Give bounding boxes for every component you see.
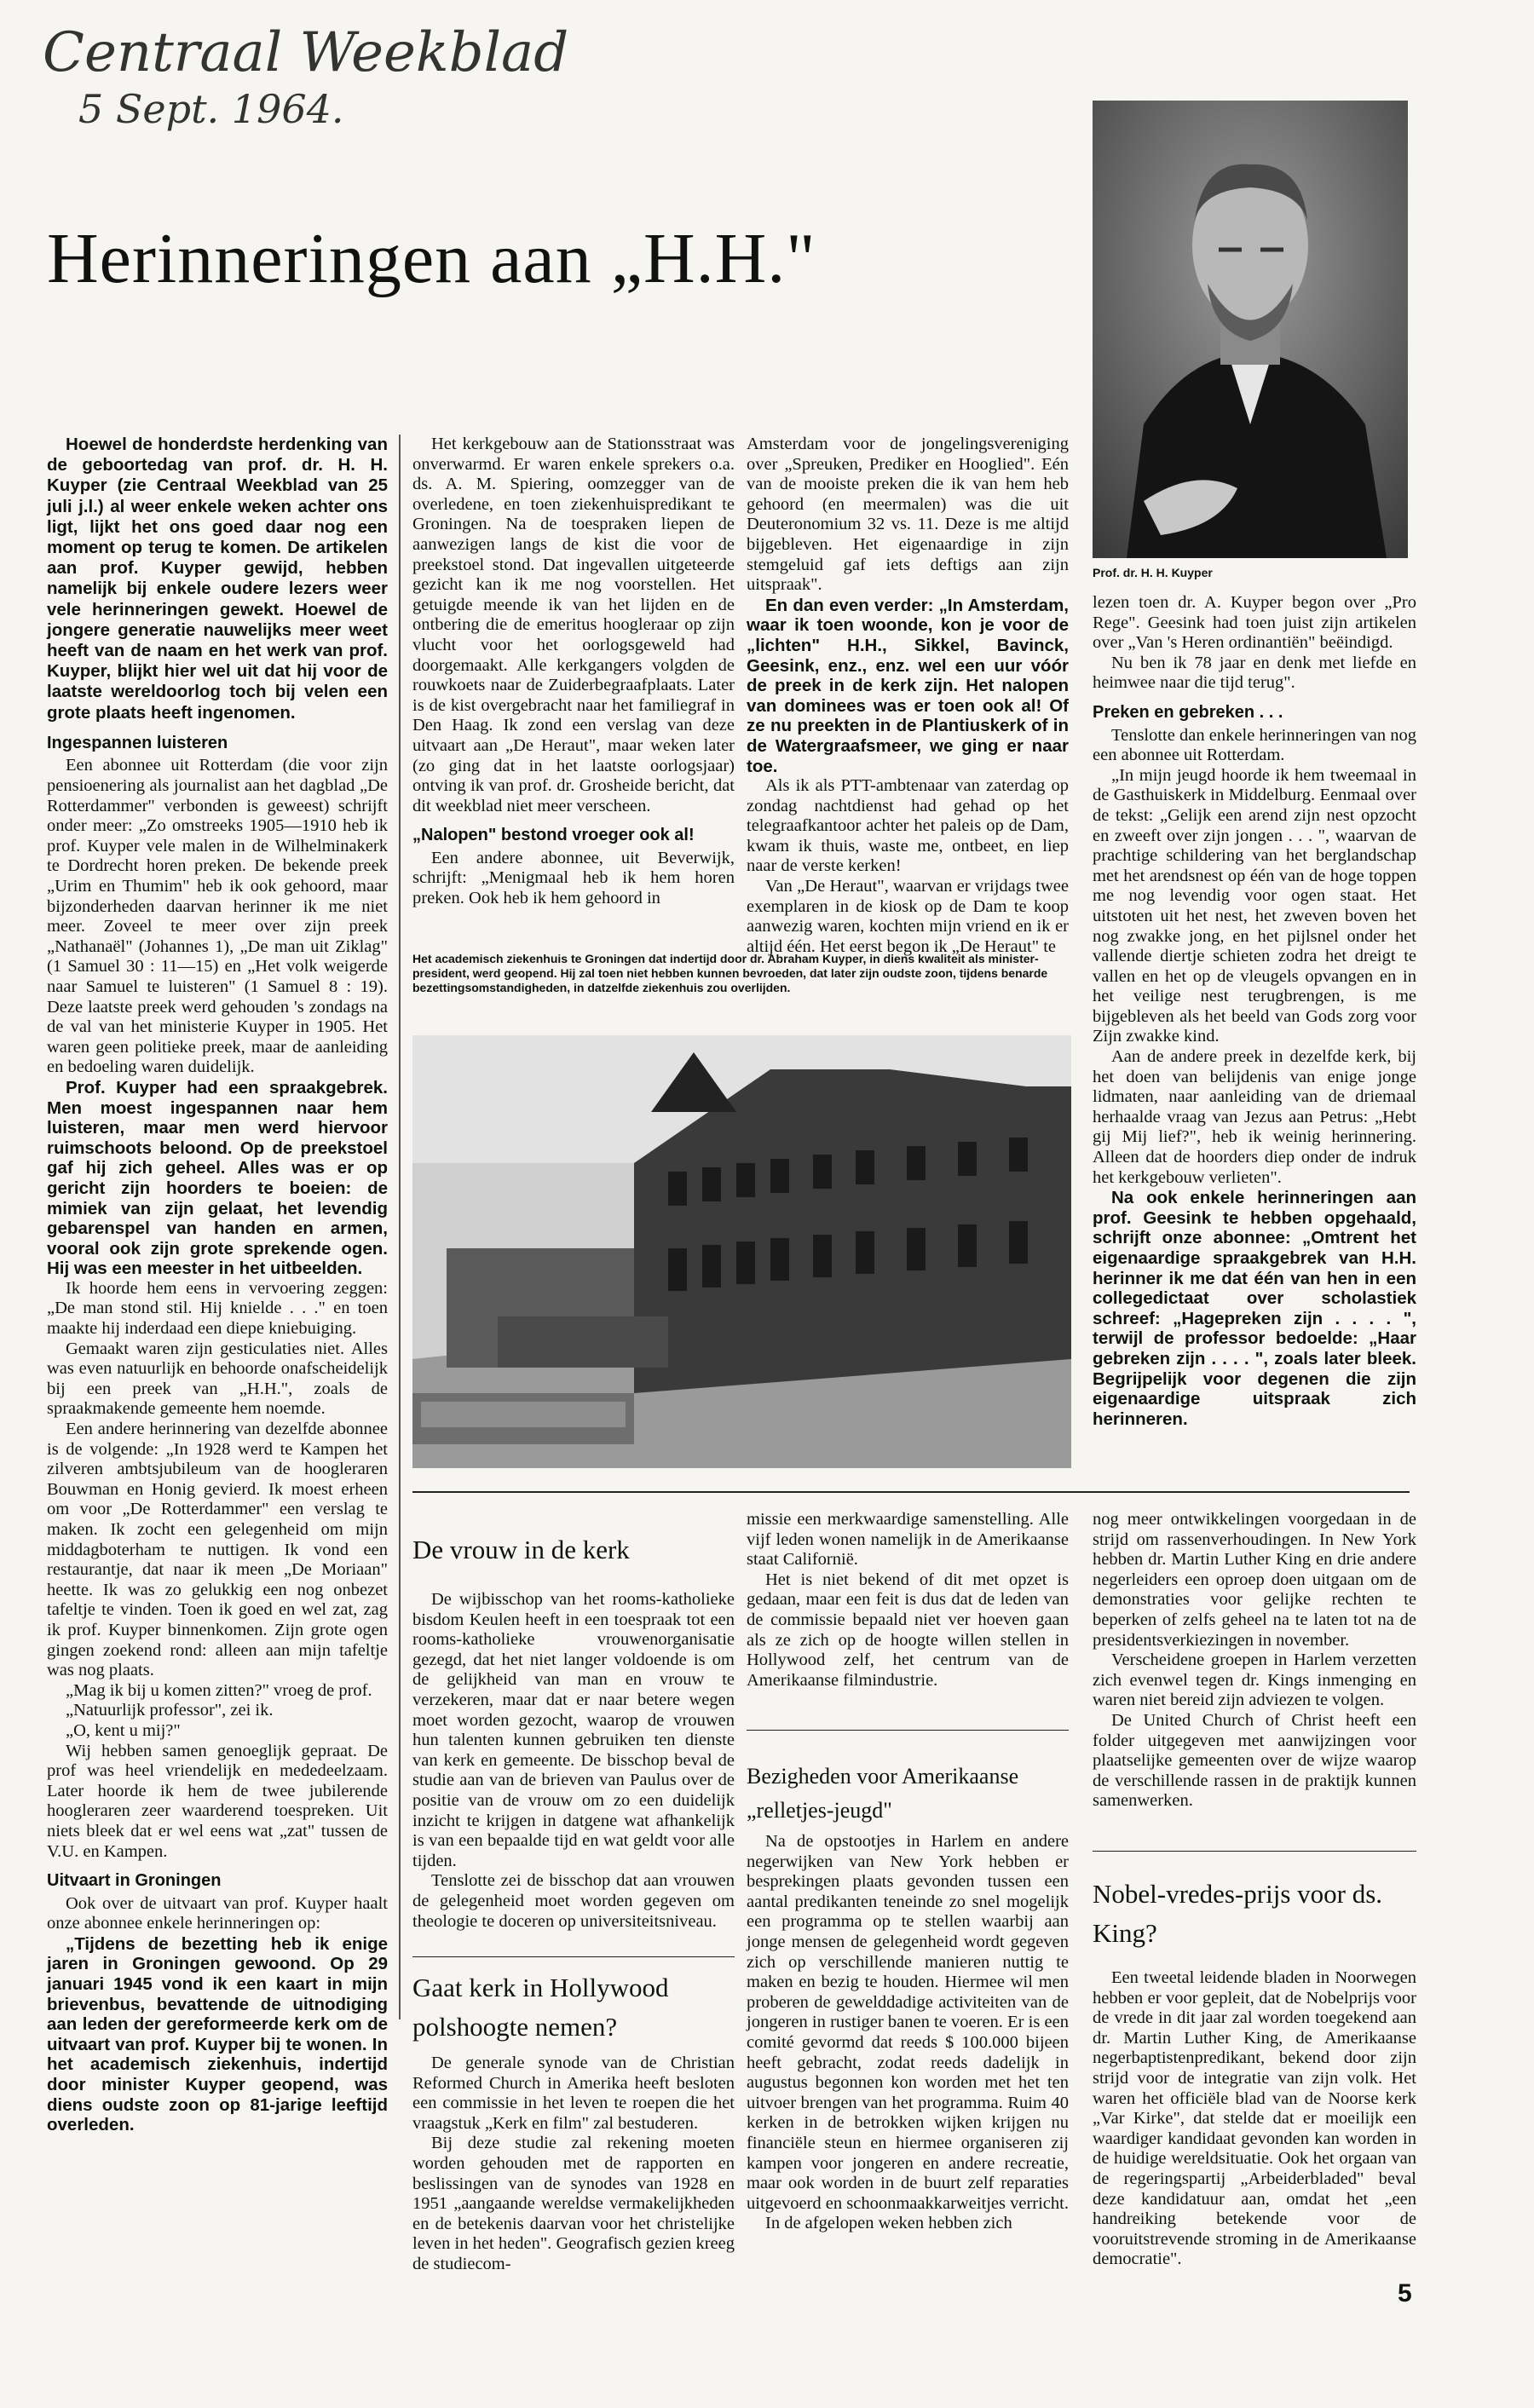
building-caption: Het academisch ziekenhuis te Groningen dat indertijd door dr. Abraham Kuyper, in diens kwaliteit als minister-president, werd geopend. Hij zal toen niet hebben kunnen bevroeden, dat later zijn oudste zoon, tijdens benarde bezettingsomstandigheden, in datzelfde ziekenhuis zou overlijden. — [412, 952, 1048, 994]
column-4 — [1093, 593, 1416, 1429]
column-2 — [412, 435, 735, 909]
paragraph: Als ik als PTT-ambtenaar van zaterdag op zondag nachtdienst had gehad op het telegraafkantoor achter het paleis op de Dam, kwam ik thuis, waste me, ontbeet, en liep naar de verste kerken! — [747, 776, 1069, 876]
hospital-building-photo — [412, 1035, 1071, 1468]
paragraph-bold: Prof. Kuyper had een spraakgebrek. Men moest ingespannen naar hem luisteren, maar men werd hiervoor ruimschoots beloond. Op de preekstoel gaf hij zich geheel. Alles was er op gericht zijn hoorders te boeien: de mimiek van zijn gelaat, het levendig gebarenspel van handen en armen, vooral ook zijn grote sprekende ogen. Hij was een meester in het uitbeelden. — [47, 1077, 388, 1279]
handwritten-note-date: 5 Sept. 1964. — [78, 86, 344, 132]
section-title-nobel: Nobel-vredes-prijs voor ds. King? — [1093, 1879, 1383, 1948]
paragraph: Van „De Heraut", waarvan er vrijdags twee exemplaren in de kiosk op de Dam te koop aanwezig waren, kochten mijn vriend en ik er altijd één. Het eerst begon ik „De Heraut" te — [747, 877, 1069, 956]
paragraph: In de afgelopen weken hebben zich — [765, 2214, 1012, 2233]
hospital-building-graphic — [412, 1035, 1071, 1468]
subheading-preken-en-gebreken: Preken en gebreken . . . — [1093, 702, 1283, 722]
paragraph: De wijbisschop van het rooms-katholieke bisdom Keulen heeft in een toespraak tot een rooms-katholieke vrouwenorganisatie gezegd, dat het niet langer voldoende is om de gelijkheid van man en vrouw te verzekeren, maar dat er naar betere wegen moet worden gezocht, waarop de vrouwen hun talenten kunnen gebruiken ten dienste van kerk en gemeente. De bisschop beval de studie aan van de brieven van Paulus over de positie van de vrouw om zo een duidelijk inzicht te krijgen in datgene wat afhankelijk is van een bepaalde tijd en wat geldt voor alle tijden. — [412, 1590, 735, 1870]
paragraph-bold: „Tijdens de bezetting heb ik enige jaren in Groningen gewoond. Op 29 januari 1945 vond ik een kaart in mijn brievenbus, bevattende de uitnodiging aan leden der gereformeerde kerk om de uitvaart van prof. Kuyper bij te wonen. In het academisch ziekenhuis, indertijd door minister Kuyper geopend, was diens oudste zoon op 81-jarige leeftijd overleden. — [47, 1933, 388, 2135]
paragraph: nog meer ontwikkelingen voorgedaan in de strijd om rassenverhoudingen. In New York hebben dr. Martin Luther King en drie andere negerleiders een oproep doen uitgaan om de demonstraties voor gelijke rechten te beperken of zelfs geheel na te laten tot na de presidentsverkiezingen in november. — [1093, 1510, 1416, 1650]
subheading-ingespannen-luisteren: Ingespannen luisteren — [47, 733, 228, 752]
section-divider — [412, 1956, 735, 1957]
column-3-lower — [747, 1510, 1069, 1691]
paragraph: Een tweetal leidende bladen in Noorwegen hebben er voor gepleit, dat de Nobelprijs voor de vrede in dit jaar zal worden toegekend aan dr. Martin Luther King, de Amerikaanse negerbaptistenpredikant, bekend door zijn strijd voor de integratie van zijn volk. Het waren het officiële blad van de Noorse kerk „Var Kirke", dat stelde dat er moeilijk een waardiger kandidaat gevonden kan worden in de huidige wereldsituatie. Ook het orgaan van de regeringspartij „Arbeiderbladed" beval deze kandidatuur aan, omdat het „een handreiking betekende voor de vooruitstrevende stroming in de Amerikaanse democratie". — [1093, 1968, 1416, 2269]
paragraph: lezen toen dr. A. Kuyper begon over „Pro Rege". Geesink had toen juist zijn artikelen over „Van 's Heren ordinantiën" beëindigd. — [1093, 593, 1416, 653]
paragraph: Een andere herinnering van dezelfde abonnee is de volgende: „In 1928 werd te Kampen het zilveren ambtsjubileum van de hoogleraren Bouwman en Honig gevierd. Ik moest erheen om voor „De Rotterdammer" een verslag te maken. Ik zocht een gelegenheid om mijn middagboterham te nuttigen. Ik vond een restaurantje, dat naar ik meen „De Moriaan" heette. Ik was zo gelukkig een nog onbezet tafeltje te vinden. Toen ik goed en wel zat, zag ik prof. Kuyper binnenkomen. Zijn grote ogen gingen zoekend rond: alleen aan mijn tafeltje was nog plaats. — [47, 1420, 388, 1680]
paragraph-bold: En dan even verder: „In Amsterdam, waar ik toen woonde, kon je voor de „lichten" H.H., Sikkel, Bavinck, Geesink, enz., enz. wel een uur vóór de preek in de kerk zijn. Het nalopen van dominees was er toen ook al! Of ze nu preekten in de Plantiuskerk of in de Watergraafsmeer, we ging er naar toe. — [747, 595, 1069, 776]
article-title: Herinneringen aan „H.H." — [47, 219, 816, 298]
paragraph: Het kerkgebouw aan de Stationsstraat was onverwarmd. Er waren enkele sprekers o.a. ds. A. M. Spiering, oomzegger van de overledene, en toen ziekenhuispredikant te Groningen. Na de toespraken liepen de aanwezigen langs de kist die voor de preekstoel stond. Dat ingevallen uitgeteerde gezicht kan ik me nog voorstellen. Het getuigde meende ik van het lijden en de ontbering die de emeritus hoogleraar op zijn vlucht voor het oorlogsgeweld had doorgemaakt. Alle kerkgangers volgden de rouwkoets naar de Zuiderbegraafplaats. Later is de kist overgebracht naar het familiegraf in Den Haag. Ik zond een verslag van deze uitvaart aan „De Heraut", maar weken later (zo ging dat in het laatste oorlogsjaar) ontving ik van prof. dr. Grosheide bericht, dat dit weekblad niet meer verscheen. — [412, 435, 735, 815]
page-number: 5 — [1398, 2279, 1412, 2307]
column-hollywood — [412, 2054, 735, 2275]
paragraph: „Mag ik bij u komen zitten?" vroeg de prof. — [66, 1680, 372, 1700]
column-1 — [47, 435, 388, 2135]
paragraph: Een andere abonnee, uit Beverwijk, schrijft: „Menigmaal heb ik hem horen preken. Ook heb ik hem gehoord in — [412, 848, 735, 908]
portrait-photo — [1093, 101, 1408, 558]
paragraph: „O, kent u mij?" — [66, 1720, 181, 1740]
paragraph: Wij hebben samen genoeglijk gepraat. De prof was heel vriendelijk en mededeelzaam. Later hoorde ik hem de twee jubilerende hoogleraren zeer waarderend toespreken. Uit niets bleek dat er wel eens wat „zat" tussen de V.U. en Kampen. — [47, 1741, 388, 1861]
paragraph: Na de opstootjes in Harlem en andere negerwijken van New York hebben er besprekingen plaats gevonden tussen een aantal predikanten teneinde zo snel mogelijk een programma op te stellen waarbij aan jonge mensen de gelegenheid wordt gegeven zich op verschillende manieren nuttig te maken en bezig te houden. Hiermee wil men proberen de gewelddadige activiteiten van de jongeren in rustiger banen te voeren. Er is een comité gevormd dat reeds $ 100.000 bijeen heeft gebracht, zodat reeds dadelijk in augustus begonnen kon worden met het ten uitvoer brengen van het programma. Ruim 40 kerken in de betrokken wijken krijgen nu financiële steun en hiermee organiseren zij kampen voor jongeren en andere recreatie, maar ook worden in de buurt zelf reparaties uitgevoerd en schoonmaakkarweitjes verricht. — [747, 1832, 1069, 2213]
portrait-caption: Prof. dr. H. H. Kuyper — [1093, 566, 1213, 579]
paragraph: Verscheidene groepen in Harlem verzetten zich evenwel tegen dr. Kings inmenging en waren niet bereid zijn adviezen te volgen. — [1093, 1650, 1416, 1710]
paragraph: Aan de andere preek in dezelfde kerk, bij het doen van belijdenis van enige jonge lidmaten, naar aanleiding van de driemaal herhaalde vraag van Jezus aan Petrus: „Hebt gij Mij lief?", heb ik weinig herinnering. Alleen dat de hoorders diep onder de indruk het kerkgebouw verlieten". — [1093, 1047, 1416, 1187]
paragraph: De United Church of Christ heeft een folder uitgegeven met aanwijzingen voor plaatselijke gemeenten over de wijze waarop de verschillende rassen in de praktijk kunnen samenwerken. — [1093, 1710, 1416, 1811]
paragraph: De generale synode van de Christian Reformed Church in Amerika heeft besloten een commissie in het leven te roepen die het vraagstuk „Kerk en film" zal bestuderen. — [412, 2054, 735, 2133]
paragraph: Een abonnee uit Rotterdam (die voor zijn pensioenering als journalist aan het dagblad „De Rotterdammer" verbonden is geweest) schrijft onder meer: „Zo omstreeks 1905—1910 heb ik prof. Kuyper vele malen in de Wilhelminakerk te Dordrecht horen preken. De bekende preek „Urim en Thumim" heb ik ook gehoord, maar bijzonderheden daarvan herinner ik me niet meer. Zoveel te meer over zijn preek „Nathanaël" (Johannes 1), „De man uit Ziklag" (1 Samuel 30 : 11—15) en „Het volk weigerde naar Samuel te luisteren" (1 Samuel 8 : 19). Deze laatste preek werd gehouden 's zondags na de val van het ministerie Kuyper in 1905. Het waren geen politieke preek, maar de aanleiding en bedoeling waren duidelijk. — [47, 756, 388, 1077]
section-title-hollywood: Gaat kerk in Hollywood polshoogte nemen? — [412, 1973, 669, 2042]
article-lead: Hoewel de honderdste herdenking van de geboortedag van prof. dr. H. H. Kuyper (zie Centraal Weekblad van 25 juli j.l.) al weer enkele weken achter ons ligt, lijkt het ons goed daar nog een moment op terug te komen. De artikelen aan prof. Kuyper gewijd, hebben namelijk bij enkele oudere lezers weer vele herinneringen gewekt. Hoewel de jongere generatie nauwelijks meer weet heeft van de naam en het werk van prof. Kuyper, blijkt hier wel uit dat hij voor de laatste wereldoorlog toch bij velen een grote plaats heeft ingenomen. — [47, 435, 388, 723]
column-divider — [399, 435, 401, 2019]
paragraph: Het is niet bekend of dit met opzet is gedaan, maar een feit is dus dat de leden van de commissie bepaald niet ver hoeven gaan als ze zich op de hoogte willen stellen in Hollywood zelf, het centrum van de Amerikaanse filmindustrie. — [747, 1570, 1069, 1690]
column-3 — [747, 435, 1069, 957]
paragraph: Ook over de uitvaart van prof. Kuyper haalt onze abonnee enkele herinneringen op: — [47, 1893, 388, 1933]
paragraph: „In mijn jeugd hoorde ik hem tweemaal in de Gasthuiskerk in Middelburg. Eenmaal over de tekst: „Gelijk een arend zijn nest opzocht en zweeft over zijn jongen . . . ", waarvan de prachtige schildering van het berglandschap met het arendsnest op één van de hoge toppen me nog levendig voor ogen staat. Het uitstoten uit het nest, het zweven boven het nog zwakke jong, en het pijlsnel onder het vallende diertje schieten zodra het dreigt te vallen en het op de vleugels opvangen en in het veilige nest terugbrengen, is me bijgebleven als het beeld van Gods zorg voor Zijn zwakke kind. — [1093, 765, 1416, 1046]
paragraph: Tenslotte dan enkele herinneringen van nog een abonnee uit Rotterdam. — [1093, 725, 1416, 765]
portrait-photo-graphic — [1093, 101, 1408, 558]
paragraph-bold: Na ook enkele herinneringen aan prof. Geesink te hebben opgehaald, schrijft onze abonnee: „Omtrent het eigenaardige spraakgebrek van H.H. herinner ik me dat één van hen in een collegedictaat over scholastiek schreef: „Hagepreken zijn . . . . ", terwijl de professor bedoelde: „Haar gebreken zijn . . . . ", zoals later bleek. Begrijpelijk voor degenen die zijn eigenaardige uitspraak zich herinneren. — [1093, 1188, 1416, 1429]
paragraph: „Natuurlijk professor", zei ik. — [66, 1701, 274, 1720]
section-divider — [1093, 1851, 1416, 1852]
paragraph: Gemaakt waren zijn gesticulaties niet. Alles was even natuurlijk en behoorde onafscheidelijk bij een preek van „H.H.", zoals de spraakmakende gemeente hem noemde. — [47, 1339, 388, 1419]
section-divider — [412, 1491, 1410, 1493]
column-relletjes — [747, 1832, 1069, 2234]
paragraph: Tenslotte zei de bisschop dat aan vrouwen de gelegenheid moet worden gegeven om theologie te doceren op universiteitsniveau. — [412, 1871, 735, 1931]
paragraph: Bij deze studie zal rekening moeten worden gehouden met de rapporten en beslissingen van de synodes van 1928 en 1951 „aangaande wereldse vermakelijkheden en de betekenis daarvan voor het christelijke leven in het heden". Geografisch gezien kreeg de studiecom- — [412, 2134, 735, 2273]
column-vrouw — [412, 1590, 735, 1932]
column-4-lower — [1093, 1510, 1416, 1812]
section-title-relletjes: Bezigheden voor Amerikaanse „relletjes-jeugd" — [747, 1764, 1019, 1823]
paragraph: Nu ben ik 78 jaar en denk met liefde en heimwee naar die tijd terug". — [1093, 653, 1416, 693]
subheading-uitvaart-in-groningen: Uitvaart in Groningen — [47, 1871, 222, 1891]
section-title-vrouw: De vrouw in de kerk — [412, 1535, 630, 1564]
paragraph: Amsterdam voor de jongelingsvereniging over „Spreuken, Prediker en Hooglied". Eén van de mooiste preken die ik van hem heb gehoord (en meermalen) was die uit Deuteronomium 32 vs. 11. Deze is me altijd bijgebleven. Het eigenaardige in zijn stemgeluid gaf iets deftigs aan zijn uitspraak". — [747, 435, 1069, 595]
handwritten-note-title: Centraal Weekblad — [43, 21, 569, 84]
subheading-nalopen: „Nalopen" bestond vroeger ook al! — [412, 826, 695, 845]
column-nobel — [1093, 1968, 1416, 2270]
section-divider — [747, 1730, 1069, 1731]
paragraph: missie een merkwaardige samenstelling. Alle vijf leden wonen namelijk in de Amerikaanse staat Californië. — [747, 1510, 1069, 1570]
paragraph: Ik hoorde hem eens in vervoering zeggen: „De man stond stil. Hij knielde . . ." en toen maakte hij inderdaad een diepe kniebuiging. — [47, 1278, 388, 1339]
